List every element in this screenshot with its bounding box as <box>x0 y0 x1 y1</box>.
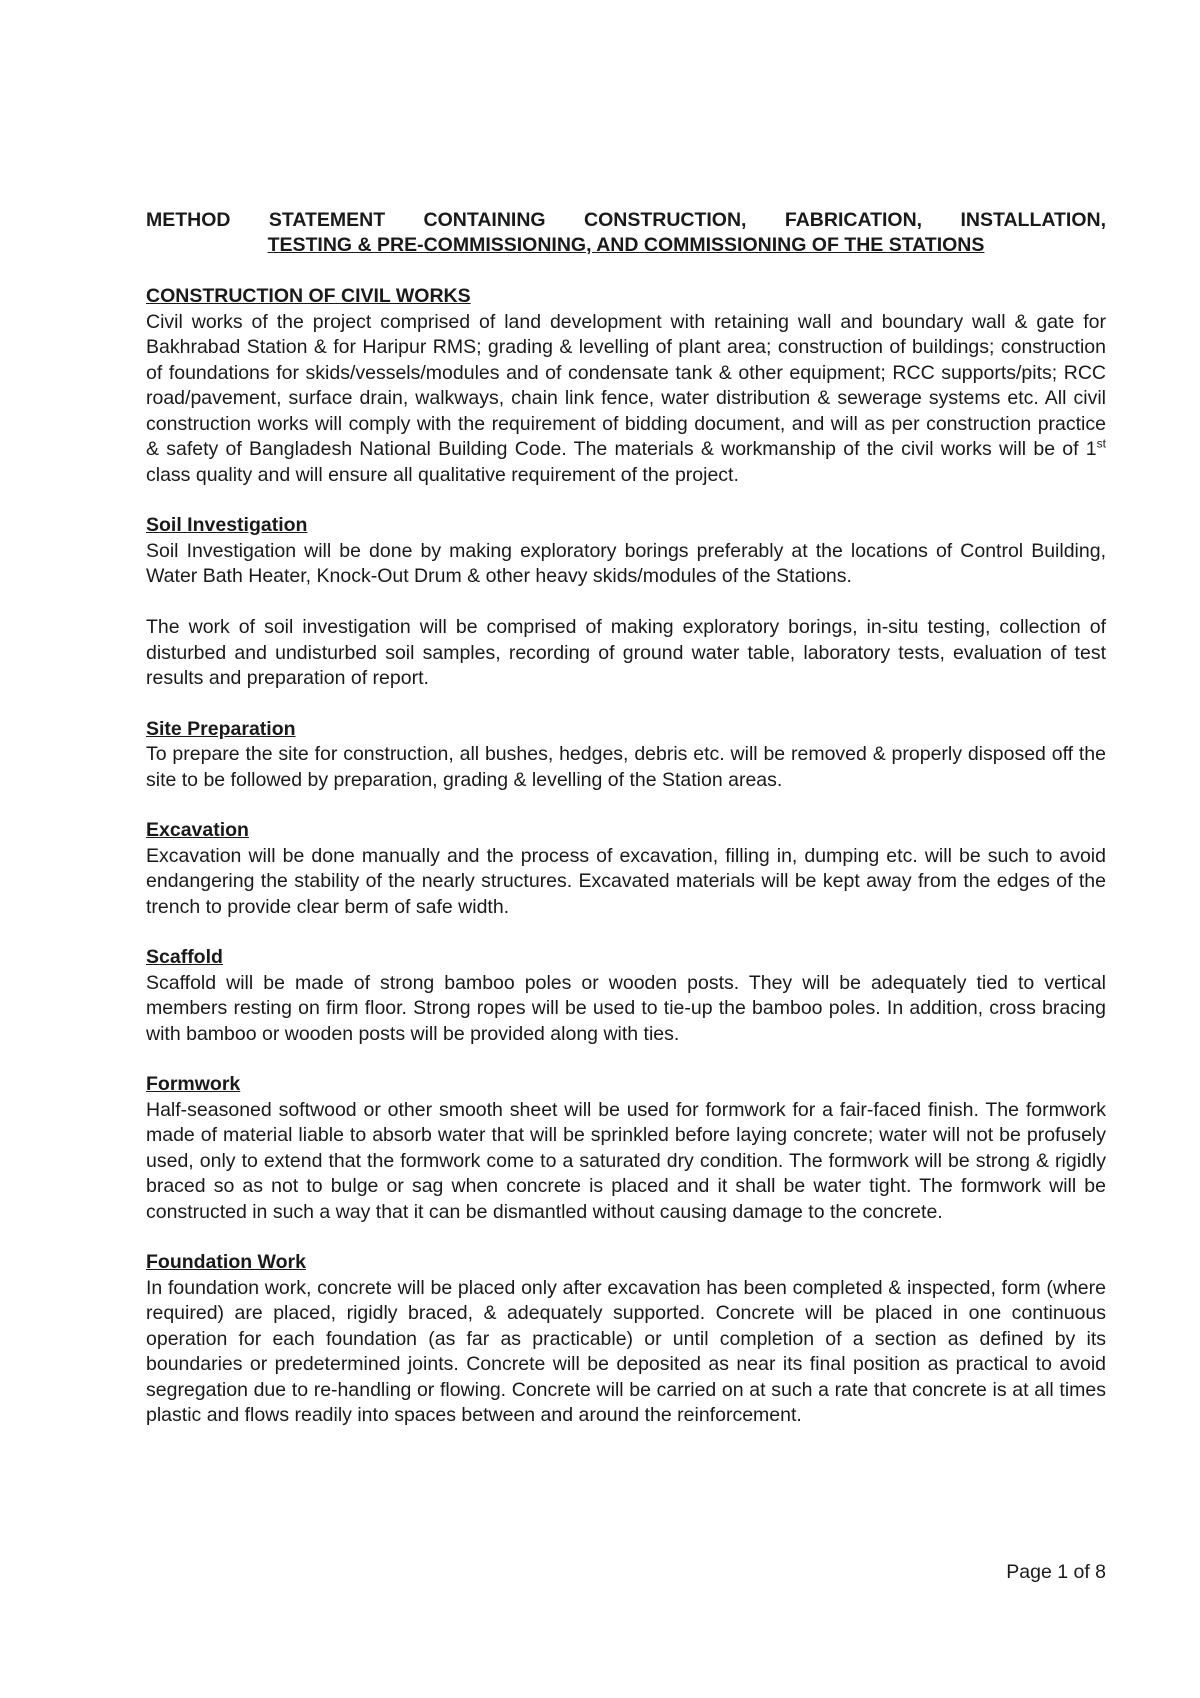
section-paragraph-foundation-work: In foundation work, concrete will be placed only after excavation has been completed & inspected, form (where required) are placed, rigidly braced, & adequately supported. Concrete will be placed in one continuous operation for each foundation (as far as practicable) or until completion of a section as defined by its boundaries or predetermined joints. Concrete will be deposited as near its final position as practical to avoid segregation due to re-handling or flowing. Concrete will be carried on at such a rate that concrete is at all times plastic and flows readily into spaces between and around the reinforcement. <box>146 1276 1106 1426</box>
section-paragraph-civil-works <box>146 310 1106 489</box>
section-scaffold <box>146 945 1106 1047</box>
section-paragraph-excavation: Excavation will be done manually and the process of excavation, filling in, dumping etc. will be such to avoid endangering the stability of the nearly structures. Excavated materials will be kept away from the edges of the trench to provide clear berm of safe width. <box>146 844 1106 918</box>
section-formwork <box>146 1072 1106 1225</box>
civil-text-part-2: class quality and will ensure all qualitative requirement of the project. <box>146 463 739 486</box>
section-site-preparation <box>146 717 1106 794</box>
civil-text-part-1: Civil works of the project comprised of land development with retaining wall and boundary wall & gate for Bakhrabad Station & for Haripur RMS; grading & levelling of plant area; construction of buildings; construction of foundations for skids/vessels/modules and of condensate tank & other equipment; RCC supports/pits; RCC road/pavement, surface drain, walkways, chain link fence, water distribution & sewerage systems etc. All civil construction works will comply with the requirement of bidding document, and will as per construction practice & safety of Bangladesh National Building Code. The materials & workmanship of the civil works will be of 1 <box>146 310 1106 460</box>
civil-superscript: st <box>1096 436 1106 451</box>
section-civil-works <box>146 284 1106 488</box>
section-paragraph-soil-1: Soil Investigation will be done by making exploratory borings preferably at the locations of Control Building, Water Bath Heater, Knock-Out Drum & other heavy skids/modules of the Stations. <box>146 539 1106 587</box>
section-heading-excavation: Excavation <box>146 819 249 841</box>
section-heading-soil-investigation: Soil Investigation <box>146 514 308 536</box>
section-heading-formwork: Formwork <box>146 1073 241 1095</box>
section-paragraph-scaffold: Scaffold will be made of strong bamboo poles or wooden posts. They will be adequately tied to vertical members resting on firm floor. Strong ropes will be used to tie-up the bamboo poles. In addition, cross bracing with bamboo or wooden posts will be provided along with ties. <box>146 971 1106 1045</box>
document-title-line-2: TESTING & PRE-COMMISSIONING, AND COMMISSIONING OF THE STATIONS <box>267 234 985 256</box>
section-excavation <box>146 818 1106 920</box>
section-heading-scaffold: Scaffold <box>146 946 223 968</box>
section-heading-civil-works: CONSTRUCTION OF CIVIL WORKS <box>146 285 471 307</box>
document-page <box>146 208 1106 1454</box>
section-paragraph-formwork: Half-seasoned softwood or other smooth sheet will be used for formwork for a fair-faced finish. The formwork made of material liable to absorb water that will be sprinkled before laying concrete; water will not be profusely used, only to extend that the formwork come to a saturated dry condition. The formwork will be strong & rigidly braced so as not to bulge or sag when concrete is placed and it shall be water tight. The formwork will be constructed in such a way that it can be dismantled without causing damage to the concrete. <box>146 1098 1106 1223</box>
page-number: Page 1 of 8 <box>1006 1561 1106 1583</box>
section-heading-site-preparation: Site Preparation <box>146 717 296 740</box>
section-foundation-work <box>146 1250 1106 1429</box>
document-title-line-1: METHOD STATEMENT CONTAINING CONSTRUCTION, FABRICATION, INSTALLATION, <box>146 209 1106 231</box>
section-soil-investigation <box>146 513 1106 692</box>
section-heading-foundation-work: Foundation Work <box>146 1251 306 1273</box>
section-paragraph-site-preparation: To prepare the site for construction, all bushes, hedges, debris etc. will be removed & properly disposed off the site to be followed by preparation, grading & levelling of the Station areas. <box>146 743 1106 791</box>
section-paragraph-soil-2: The work of soil investigation will be comprised of making exploratory borings, in-situ testing, collection of disturbed and undisturbed soil samples, recording of ground water table, laboratory tests, evaluation of test results and preparation of report. <box>146 616 1106 689</box>
